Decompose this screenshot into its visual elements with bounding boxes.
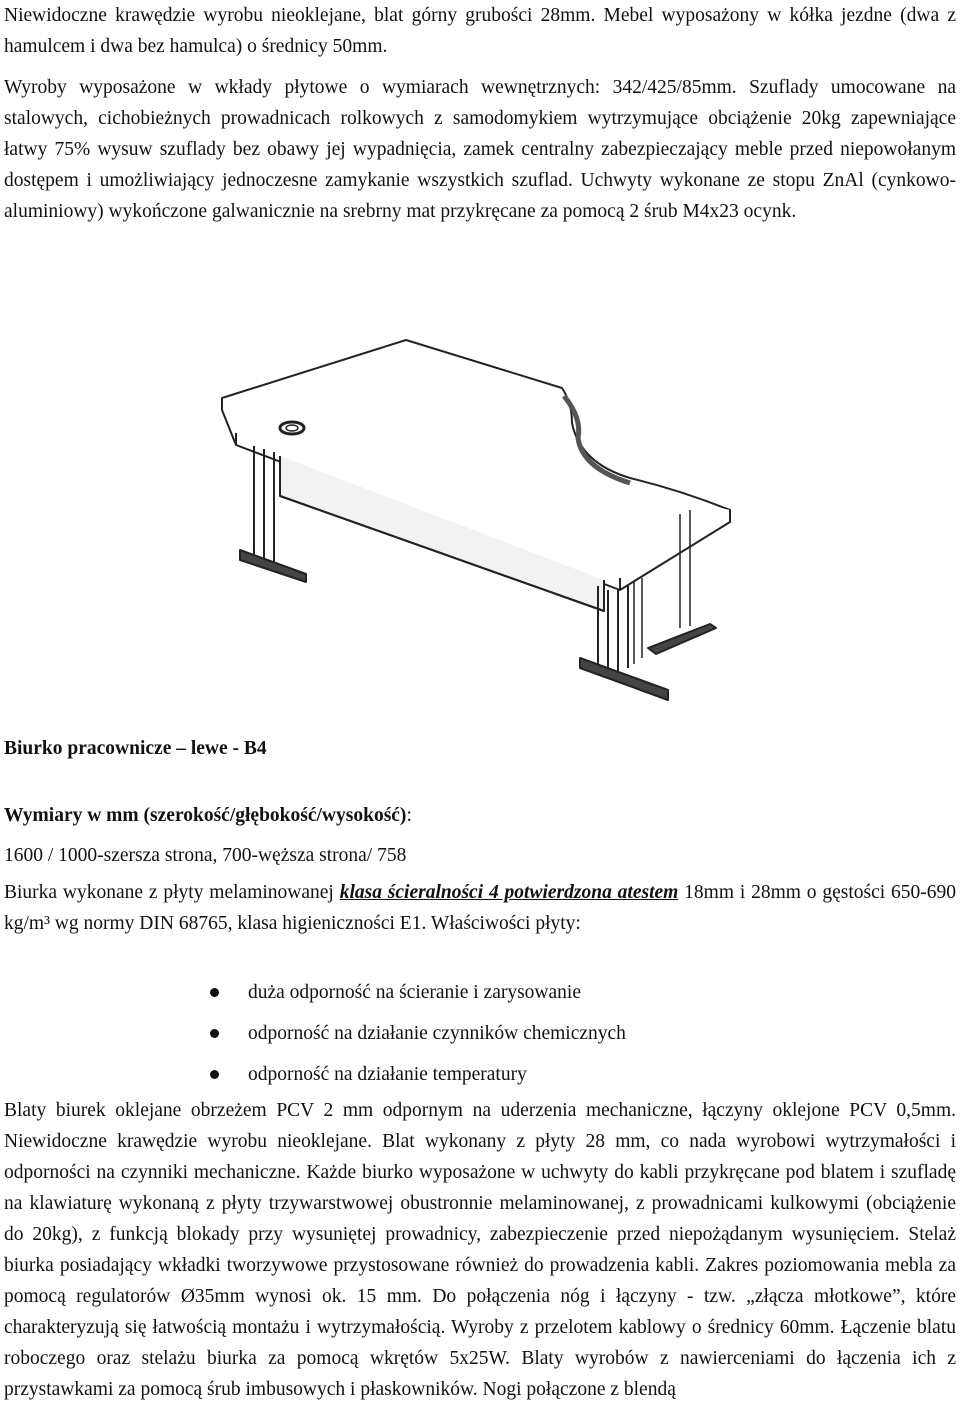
rear-foot: [648, 624, 716, 654]
list-item: odporność na działanie czynników chemicznych: [0, 1013, 952, 1054]
abrasion-class-emphasis: klasa ścieralności 4 potwierdzona atestem: [339, 882, 679, 903]
material-text-end: 18mm i 28mm o gęstości 650-690 kg/m³ wg normy DIN 68765, klasa higieniczności E1. Właściwości płyty:: [4, 882, 957, 934]
product-title: Biurko pracownicze – lewe - B4: [4, 738, 267, 759]
dimensions-value: 1600 / 1000-szersza strona, 700-węższa strona/ 758: [4, 845, 407, 866]
dimensions-label-paren: (szerokość/głębokość/wysokość): [143, 805, 407, 826]
material-text-start: Biurka wykonane z płyty melaminowanej: [4, 882, 340, 903]
list-item: odporność na działanie temperatury: [0, 1054, 952, 1095]
list-item: duża odporność na ścieranie i zarysowanie: [0, 972, 952, 1013]
dimensions-label-colon: :: [406, 805, 412, 826]
material-paragraph: [4, 877, 956, 939]
intro-paragraph-1: Niewidoczne krawędzie wyrobu nieoklejane, blat górny grubości 28mm. Mebel wyposażony w kółka jezdne (dwa z hamulcem i dwa bez hamulca) o średnicy 50mm.: [4, 5, 956, 57]
closing-paragraph: Blaty biurek oklejane obrzeżem PCV 2 mm odpornym na uderzenia mechaniczne, łączyny oklejone PCV 0,5mm. Niewidoczne krawędzie wyrobu nieoklejane. Blat wykonany z płyty 28 mm, co nada wyrobowi wytrzymałości i odporności na czynniki mechaniczne. Każde biurko wyposażone w uchwyty do kabli przykręcane pod blatem i szufladę na klawiaturę wykonaną z płyty trzywarstwowej obustronnie melaminowanej, z prowadnicami kulkowymi (obciążenie do 20kg), z funkcją blokady przy wysuniętej prowadnicy, zabezpieczenie przed niepożądanym wysunięciem. Stelaż biurka posiadający wkładki tworzywowe przystosowane również do prowadzenia kabli. Zakres poziomowania mebla za pomocą regulatorów Ø35mm wynosi ok. 15 mm. Do połączenia nóg i łączyny - tzw. „złącza młotkowe”, które charakteryzują się łatwością montażu i wytrzymałością. Wyroby z przelotem kablowy o średnicy 60mm. Łączenie blatu roboczego oraz stelażu biurka za pomocą wkrętów 5x25W. Blaty wyrobów z nawierceniami do łączenia ich z przystawkami za pomocą śrub imbusowych i płaskowników. Nogi połączone z blendą: [4, 1100, 956, 1400]
board-properties-list: [0, 972, 952, 1095]
desk-illustration: [210, 328, 770, 718]
right-foot: [580, 658, 668, 700]
dimensions-label-bold: Wymiary w mm: [4, 805, 139, 826]
intro-paragraph-2: Wyroby wyposażone w wkłady płytowe o wymiarach wewnętrznych: 342/425/85mm. Szuflady umocowane na stalowych, cichobieżnych prowadnicach rolkowych z samodomykiem wytrzymujące obciążenie 20kg zapewniające łatwy 75% wysuw szuflady bez obawy jej wypadnięcia, zamek centralny zabezpieczający meble przed niepowołanym dostępem i umożliwiający jednoczesne zamykanie wszystkich szuflad. Uchwyty wykonane ze stopu ZnAl (cynkowo-aluminiowy) wykończone galwanicznie na srebrny mat przykręcane za pomocą 2 śrub M4x23 ocynk.: [4, 77, 956, 222]
left-leg: [254, 446, 274, 568]
dimensions-label: [4, 800, 956, 831]
